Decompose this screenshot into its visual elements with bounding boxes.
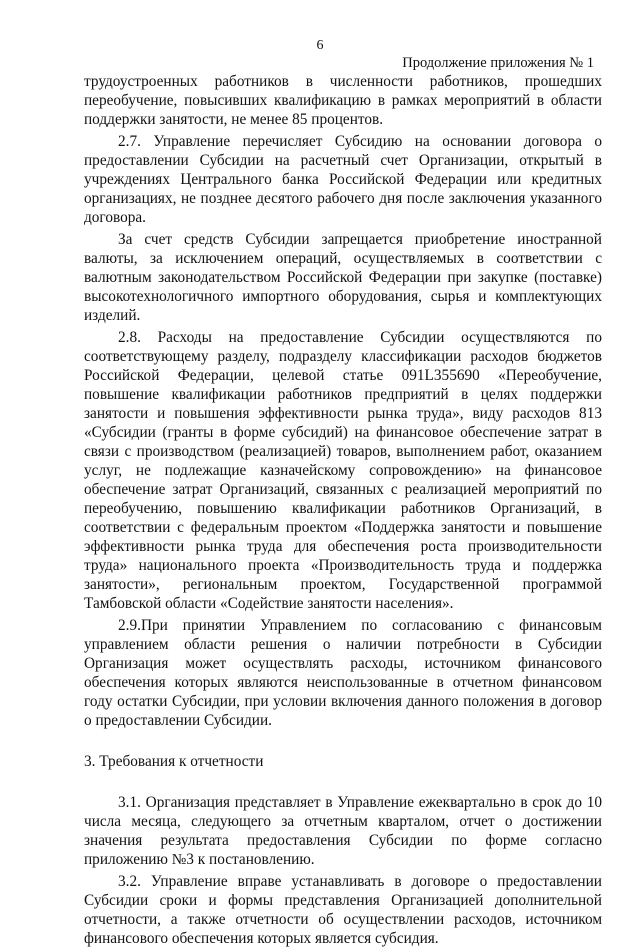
appendix-caption: Продолжение приложения № 1 [402,55,594,71]
paragraph-continuation: трудоустроенных работников в численности работников, прошедших переобучение, повысивших квалификацию в рамках мероприятий в области поддержки занятости, не менее 85 процентов. [84,73,602,128]
paragraph-3-2: 3.2. Управление вправе устанавливать в договоре о предоставлении Субсидии сроки и формы представления Организацией дополнительной отчетности, а также отчетности об осуществлении расходов, источником финансового обеспечения которых является субсидия. [84,873,602,947]
document-body [84,72,602,948]
paragraph-2-8: 2.8. Расходы на предоставление Субсидии осуществляются по соответствующему разделу, подразделу классификации расходов бюджетов Российской Федерации, целевой статье 091L355690 «Переобучение, повышение квалификации работников предприятий в целях поддержки занятости и повышения эффективности рынка труда», виду расходов 813 «Субсидии (гранты в форме субсидий) на финансовое обеспечение затрат в связи с производством (реализацией) товаров, выполнением работ, оказанием услуг, не подлежащие казначейскому сопровождению» на финансовое обеспечение затрат Организаций, связанных с реализацией мероприятий по переобучению, повышению квалификации работников Организаций, в соответствии с федеральным проектом «Поддержка занятости и повышение эффективности рынка труда для обеспечения роста производительности труда» национального проекта «Производительность труда и поддержка занятости», региональным проектом, Государственной программой Тамбовской области «Содействие занятости населения». [84,329,602,612]
paragraph-2-9: 2.9.При принятии Управлением по согласованию с финансовым управлением области решения о наличии потребности в Субсидии Организация может осуществлять расходы, источником финансового обеспечения которых являются неиспользованные в отчетном финансовом году остатки Субсидии, при условии включения данного положения в договор о предоставлении Субсидии. [84,617,602,729]
paragraph-3-1: 3.1. Организация представляет в Управление ежеквартально в срок до 10 числа месяца, следующего за отчетным кварталом, отчет о достижении значения результата предоставления Субсидии по форме согласно приложению №3 к постановлению. [84,794,602,868]
page-number: 6 [316,38,324,53]
paragraph-2-7: 2.7. Управление перечисляет Субсидию на основании договора о предоставлении Субсидии на расчетный счет Организации, открытый в учреждениях Центрального банка Российской Федерации или кредитных организациях, не позднее десятого рабочего дня после заключения указанного договора. [84,133,602,226]
paragraph-currency-restriction: За счет средств Субсидии запрещается приобретение иностранной валюты, за исключением операций, осуществляемых в соответствии с валютным законодательством Российской Федерации при закупке (поставке) высокотехнологичного импортного оборудования, сырья и комплектующих изделий. [84,231,602,324]
section-heading: 3. Требования к отчетности [84,753,264,770]
